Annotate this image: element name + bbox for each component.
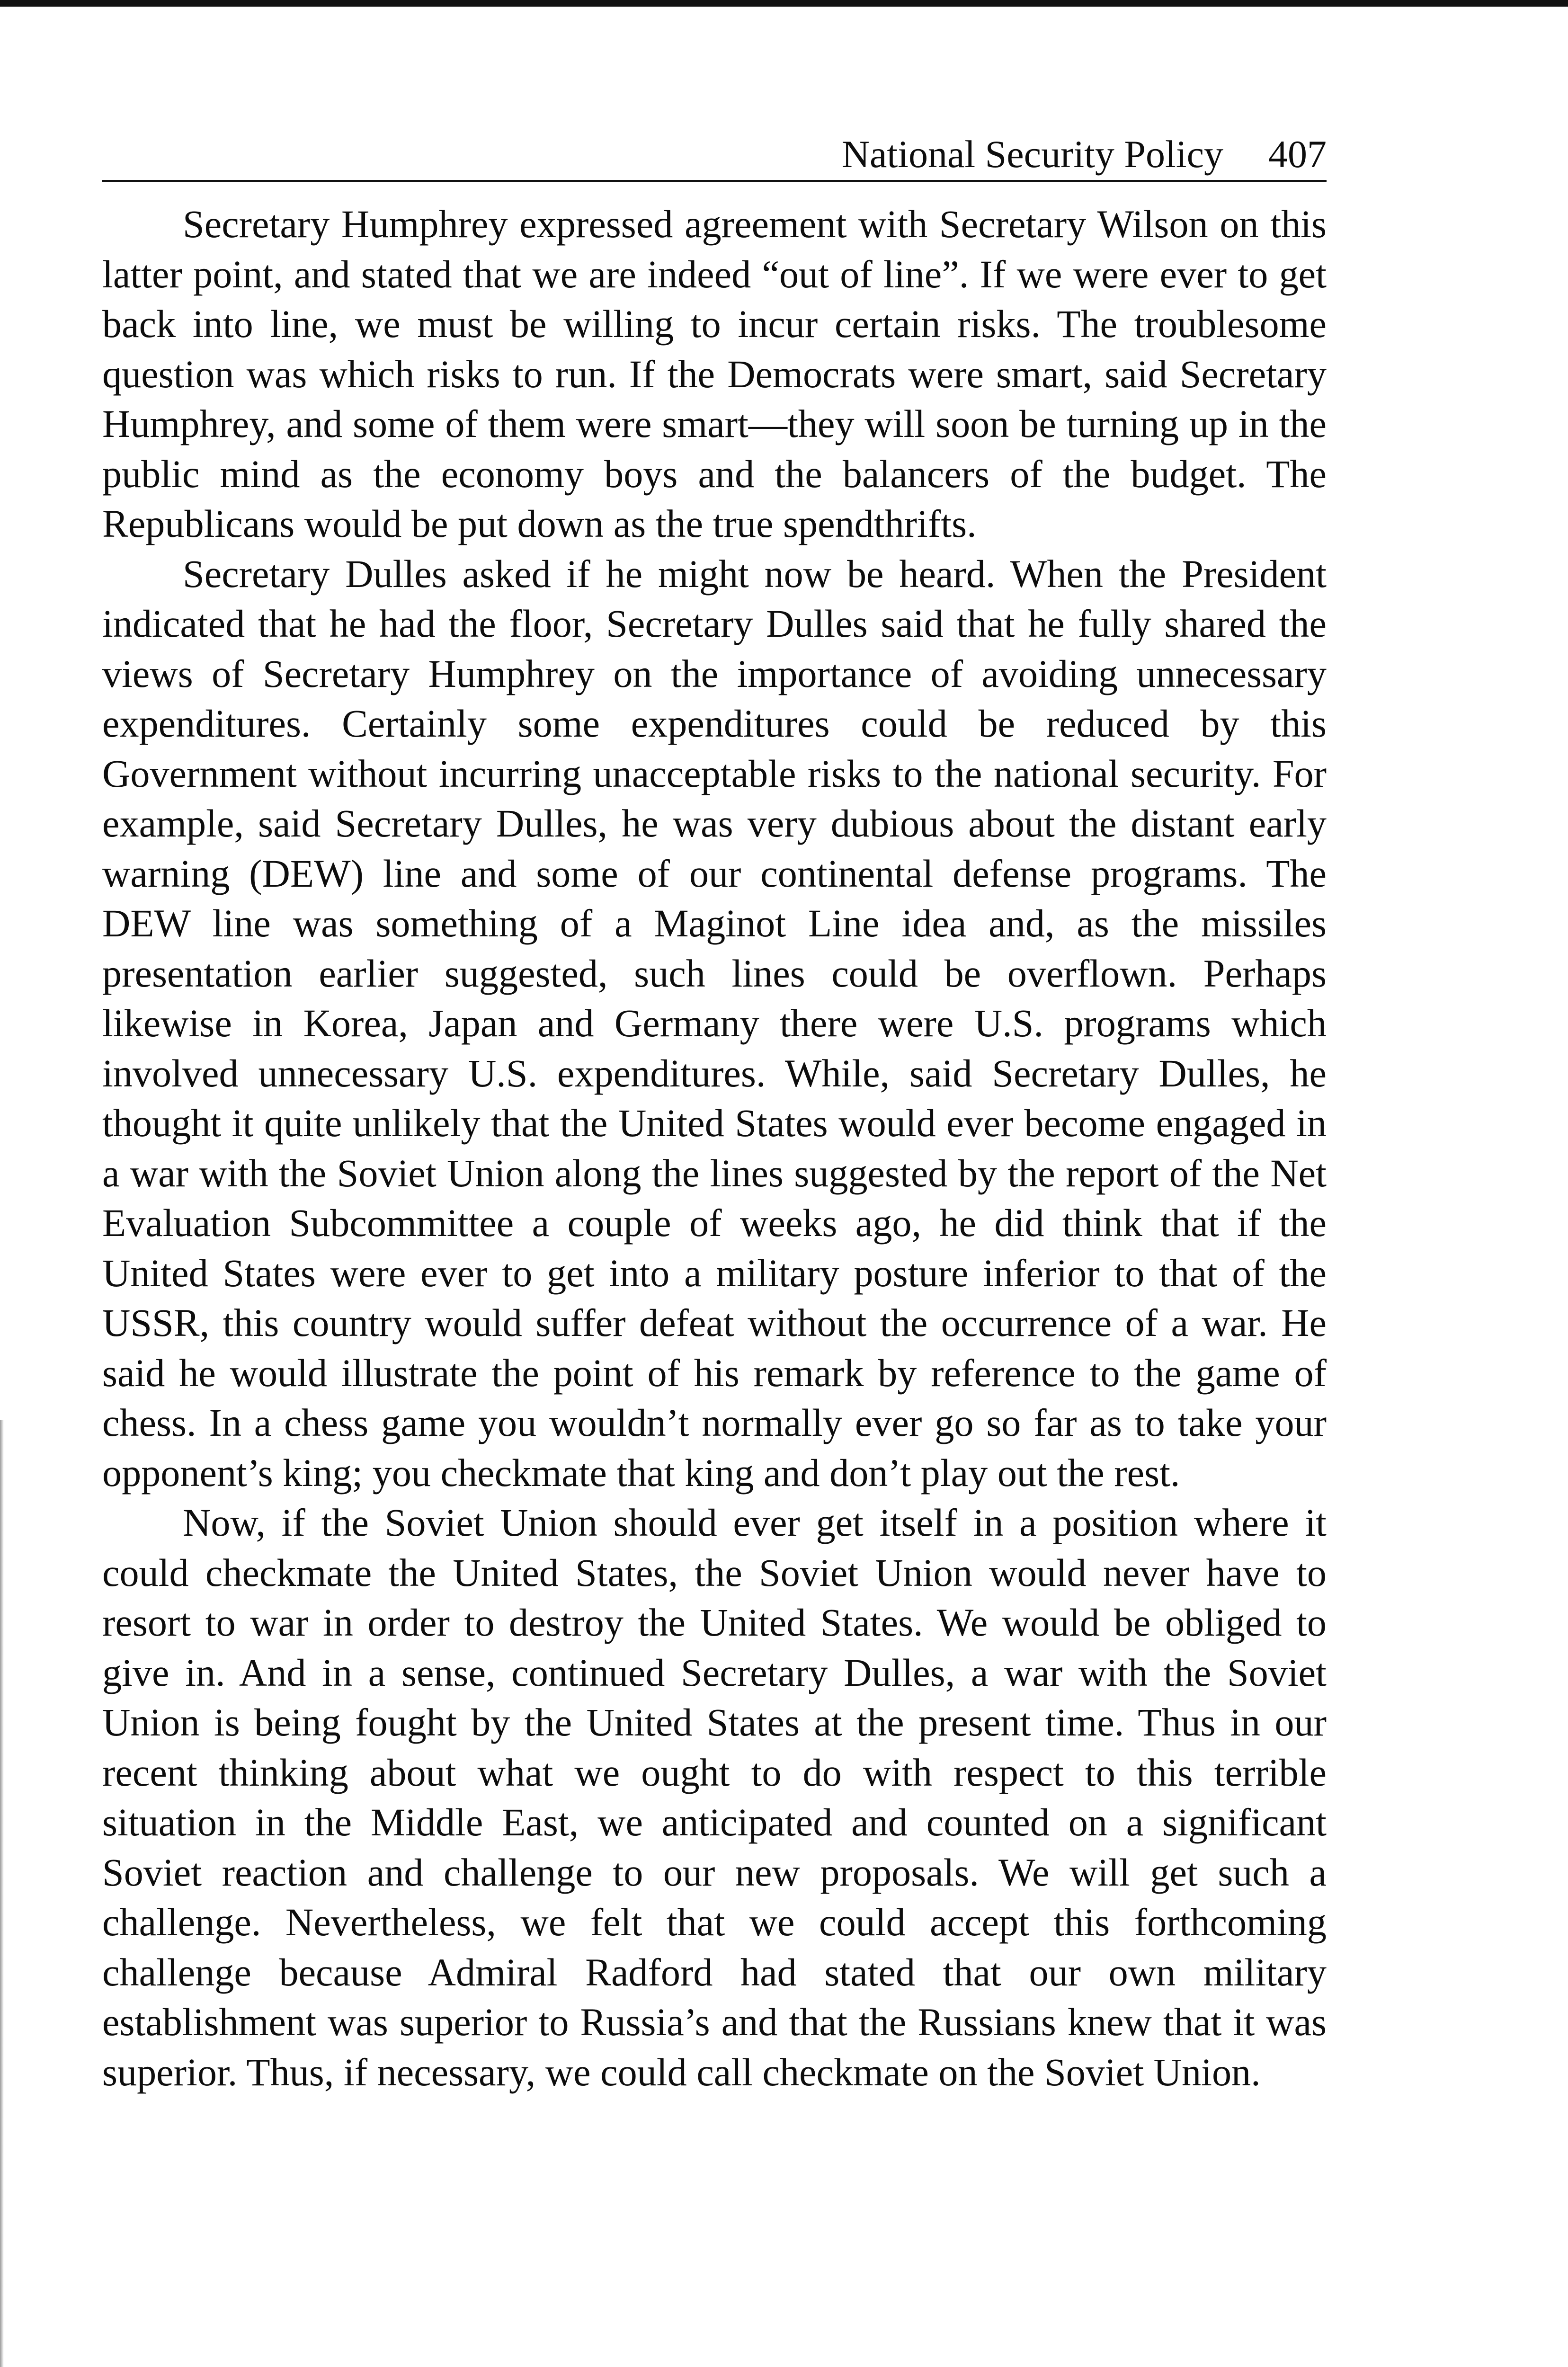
paragraph-dulles-expenditures: Secretary Dulles asked if he might now be heard. When the President indicated that he had the floor, Secretary Dulles said that he fully shared the views of Secretary Humphrey on the importance of avoiding unnecessary expenditures. Certainly some expenditures could be reduced by this Government without incurring unacceptable risks to the national security. For example, said Secretary Dulles, he was very dubious about the distant early warning (DEW) line and some of our continental defense programs. The DEW line was something of a Maginot Line idea and, as the missiles presentation earlier suggested, such lines could be overflown. Perhaps likewise in Korea, Japan and Germany there were U.S. programs which involved unnecessary U.S. expenditures. While, said Secretary Dulles, he thought it quite unlikely that the United States would ever become engaged in a war with the Soviet Union along the lines suggested by the report of the Net Evaluation Subcommittee a couple of weeks ago, he did think that if the United States were ever to get into a military posture inferior to that of the USSR, this country would suffer defeat without the occurrence of a war. He said he would illustrate the point of his remark by reference to the game of chess. In a chess game you wouldn’t normally ever go so far as to take your opponent’s king; you checkmate that king and don’t play out the rest.: [102, 552, 1327, 1495]
running-head: [102, 128, 1327, 182]
book-page: [102, 128, 1327, 2097]
page-number: 407: [1268, 133, 1327, 176]
paragraph-humphrey-agreement: Secretary Humphrey expressed agreement with Secretary Wilson on this latter point, and stated that we are indeed “out of line”. If we were ever to get back into line, we must be willing to incur certain risks. The troublesome question was which risks to run. If the Democrats were smart, said Secretary Humphrey, and some of them were smart—they will soon be turning up in the public mind as the economy boys and the balancers of the budget. The Republicans would be put down as the true spendthrifts.: [102, 203, 1327, 545]
body-text: [102, 199, 1327, 2097]
running-head-title: National Security Policy: [841, 133, 1223, 176]
paragraph-checkmate: Now, if the Soviet Union should ever get itself in a position where it could checkmate the United States, the Soviet Union would never have to resort to war in order to destroy the United States. We would be obliged to give in. And in a sense, continued Secretary Dulles, a war with the Soviet Union is being fought by the United States at the present time. Thus in our recent thinking about what we ought to do with respect to this terrible situation in the Middle East, we anticipated and counted on a significant Soviet reaction and challenge to our new proposals. We will get such a challenge. Nevertheless, we felt that we could accept this forthcoming challenge because Admiral Radford had stated that our own military establishment was superior to Russia’s and that the Russians knew that it was superior. Thus, if necessary, we could call checkmate on the Soviet Union.: [102, 1501, 1327, 2094]
scan-top-edge: [0, 0, 1568, 7]
scan-left-edge: [0, 1420, 4, 2367]
